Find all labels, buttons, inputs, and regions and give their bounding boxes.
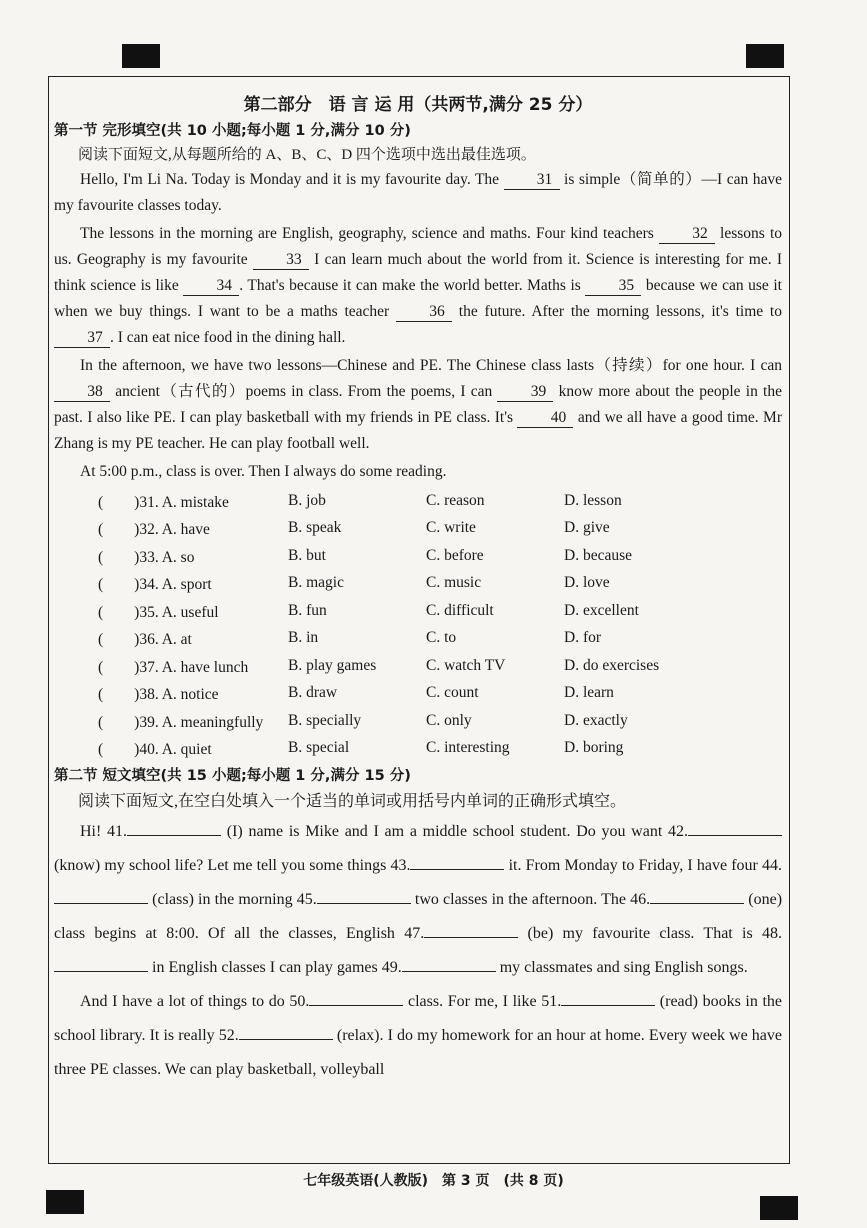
cloze-blank-34[interactable]: 34 bbox=[183, 277, 239, 296]
question-33[interactable]: ( )33. A. so bbox=[98, 548, 195, 566]
fill-blank-49[interactable] bbox=[402, 955, 496, 972]
exam-content bbox=[54, 84, 782, 1087]
cloze-blank-37[interactable]: 37 bbox=[54, 329, 110, 348]
section1-title: 第一节 完形填空(共 10 小题;每小题 1 分,满分 10 分) bbox=[54, 123, 411, 139]
fill-blank-51[interactable] bbox=[561, 989, 655, 1006]
option-34-c[interactable]: C. music bbox=[426, 574, 482, 592]
fill-blank-48[interactable] bbox=[54, 955, 148, 972]
fill-paragraph-2: And I have a lot of things to do 50. class. For me, I like 51. (read) books in the school library. It is really 52. (relax). I do my homework for an hour at home. Every week we have three PE classes. We can play basketball, volleyball bbox=[54, 985, 782, 1087]
question-37[interactable]: ( )37. A. have lunch bbox=[98, 658, 249, 676]
registration-mark-bottom-left bbox=[46, 1190, 84, 1214]
option-row-33 bbox=[54, 542, 782, 570]
option-34-d[interactable]: D. love bbox=[564, 574, 610, 592]
option-37-d[interactable]: D. do exercises bbox=[564, 656, 660, 674]
question-39[interactable]: ( )39. A. meaningfully bbox=[98, 713, 264, 731]
cloze-blank-33[interactable]: 33 bbox=[253, 251, 309, 270]
option-row-40 bbox=[54, 735, 782, 763]
option-33-b[interactable]: B. but bbox=[288, 546, 326, 564]
option-32-d[interactable]: D. give bbox=[564, 519, 610, 537]
option-37-b[interactable]: B. play games bbox=[288, 656, 377, 674]
cloze-blank-35[interactable]: 35 bbox=[585, 277, 641, 296]
option-36-b[interactable]: B. in bbox=[288, 629, 319, 647]
cloze-blank-39[interactable]: 39 bbox=[497, 383, 553, 402]
option-32-c[interactable]: C. write bbox=[426, 519, 476, 537]
option-37-c[interactable]: C. watch TV bbox=[426, 656, 506, 674]
option-row-36 bbox=[54, 625, 782, 653]
question-36[interactable]: ( )36. A. at bbox=[98, 631, 192, 649]
option-39-b[interactable]: B. specially bbox=[288, 711, 362, 729]
option-32-b[interactable]: B. speak bbox=[288, 519, 342, 537]
section1-instruction: 阅读下面短文,从每题所给的 A、B、C、D 四个选项中选出最佳选项。 bbox=[78, 147, 536, 163]
option-36-c[interactable]: C. to bbox=[426, 629, 457, 647]
cloze-blank-38[interactable]: 38 bbox=[54, 383, 110, 402]
fill-blank-43[interactable] bbox=[410, 853, 504, 870]
option-row-39 bbox=[54, 707, 782, 735]
option-row-34 bbox=[54, 570, 782, 598]
fill-blank-46[interactable] bbox=[650, 887, 744, 904]
option-31-b[interactable]: B. job bbox=[288, 491, 326, 509]
fill-paragraph-1: Hi! 41. (I) name is Mike and I am a middle school student. Do you want 42. (know) my school life? Let me tell you some things 43. it. From Monday to Friday, I have four 44. (class) in the morning 45. two classes in the afternoon. The 46. (one) class begins at 8:00. Of all the classes, English 47. (be) my favourite class. That is 48. in English classes I can play games 49. my classmates and sing English songs. bbox=[54, 815, 782, 985]
cloze-blank-36[interactable]: 36 bbox=[396, 303, 452, 322]
option-39-c[interactable]: C. only bbox=[426, 711, 472, 729]
option-31-c[interactable]: C. reason bbox=[426, 491, 485, 509]
fill-blank-52[interactable] bbox=[239, 1023, 333, 1040]
fill-blank-41[interactable] bbox=[127, 819, 221, 836]
cloze-blank-32[interactable]: 32 bbox=[659, 225, 715, 244]
question-38[interactable]: ( )38. A. notice bbox=[98, 686, 219, 704]
option-40-b[interactable]: B. special bbox=[288, 739, 350, 757]
option-39-d[interactable]: D. exactly bbox=[564, 711, 628, 729]
option-35-b[interactable]: B. fun bbox=[288, 601, 327, 619]
question-31[interactable]: ( )31. A. mistake bbox=[98, 493, 229, 511]
option-35-c[interactable]: C. difficult bbox=[426, 601, 494, 619]
option-row-35 bbox=[54, 597, 782, 625]
option-33-d[interactable]: D. because bbox=[564, 546, 632, 564]
option-40-c[interactable]: C. interesting bbox=[426, 739, 510, 757]
section2-instruction: 阅读下面短文,在空白处填入一个适当的单词或用括号内单词的正确形式填空。 bbox=[78, 793, 627, 810]
part-title: 第二部分 语 言 运 用（共两节,满分 25 分） bbox=[243, 95, 593, 115]
registration-mark-bottom-right bbox=[760, 1196, 798, 1220]
option-40-d[interactable]: D. boring bbox=[564, 739, 624, 757]
option-31-d[interactable]: D. lesson bbox=[564, 491, 622, 509]
option-38-d[interactable]: D. learn bbox=[564, 684, 614, 702]
cloze-paragraph-2: The lessons in the morning are English, geography, science and maths. Four kind teachers 32 lessons to us. Geography is my favourite 33 I can learn much about the world from it. Science is interesting for me. I think science is like 34 . That's because it can make the world better. Maths is 35 because we can use it when we buy things. I want to be a maths teacher 36 the future. After the morning lessons, it's time to 37 . I can eat nice food in the dining hall. bbox=[54, 225, 783, 346]
page-footer: 七年级英语(人教版) 第 3 页 (共 8 页) bbox=[303, 1173, 564, 1189]
question-32[interactable]: ( )32. A. have bbox=[98, 521, 210, 539]
registration-mark-top-right bbox=[746, 44, 784, 68]
option-38-c[interactable]: C. count bbox=[426, 684, 479, 702]
option-34-b[interactable]: B. magic bbox=[288, 574, 344, 592]
fill-blank-44[interactable] bbox=[54, 887, 148, 904]
option-row-32 bbox=[54, 515, 782, 543]
option-38-b[interactable]: B. draw bbox=[288, 684, 338, 702]
fill-blank-45[interactable] bbox=[317, 887, 411, 904]
question-35[interactable]: ( )35. A. useful bbox=[98, 603, 219, 621]
question-40[interactable]: ( )40. A. quiet bbox=[98, 741, 212, 759]
registration-mark-top-left bbox=[122, 44, 160, 68]
question-34[interactable]: ( )34. A. sport bbox=[98, 576, 212, 594]
option-36-d[interactable]: D. for bbox=[564, 629, 602, 647]
cloze-blank-40[interactable]: 40 bbox=[517, 409, 573, 428]
fill-blank-50[interactable] bbox=[309, 989, 403, 1006]
option-row-38 bbox=[54, 680, 782, 708]
option-row-37 bbox=[54, 652, 782, 680]
fill-blank-42[interactable] bbox=[688, 819, 782, 836]
cloze-blank-31[interactable]: 31 bbox=[504, 171, 560, 190]
fill-blank-47[interactable] bbox=[424, 921, 518, 938]
options-table bbox=[54, 487, 782, 762]
cloze-paragraph-3: In the afternoon, we have two lessons—Chinese and PE. The Chinese class lasts（持续）for one hour. I can 38 ancient（古代的）poems in class. From the poems, I can 39 know more about the people in the past. I also like PE. I can play basketball with my friends in PE class. It's 40 and we all have a good time. Mr Zhang is my PE teacher. He can play football well. bbox=[54, 357, 782, 452]
cloze-paragraph-1: Hello, I'm Li Na. Today is Monday and it is my favourite day. The 31 is simple（简单的）—I can have my favourite classes today. bbox=[54, 171, 782, 214]
option-row-31 bbox=[54, 487, 782, 515]
cloze-paragraph-4: At 5:00 p.m., class is over. Then I always do some reading. bbox=[80, 463, 447, 480]
section2-title: 第二节 短文填空(共 15 小题;每小题 1 分,满分 15 分) bbox=[54, 768, 411, 784]
option-35-d[interactable]: D. excellent bbox=[564, 601, 639, 619]
option-33-c[interactable]: C. before bbox=[426, 546, 484, 564]
